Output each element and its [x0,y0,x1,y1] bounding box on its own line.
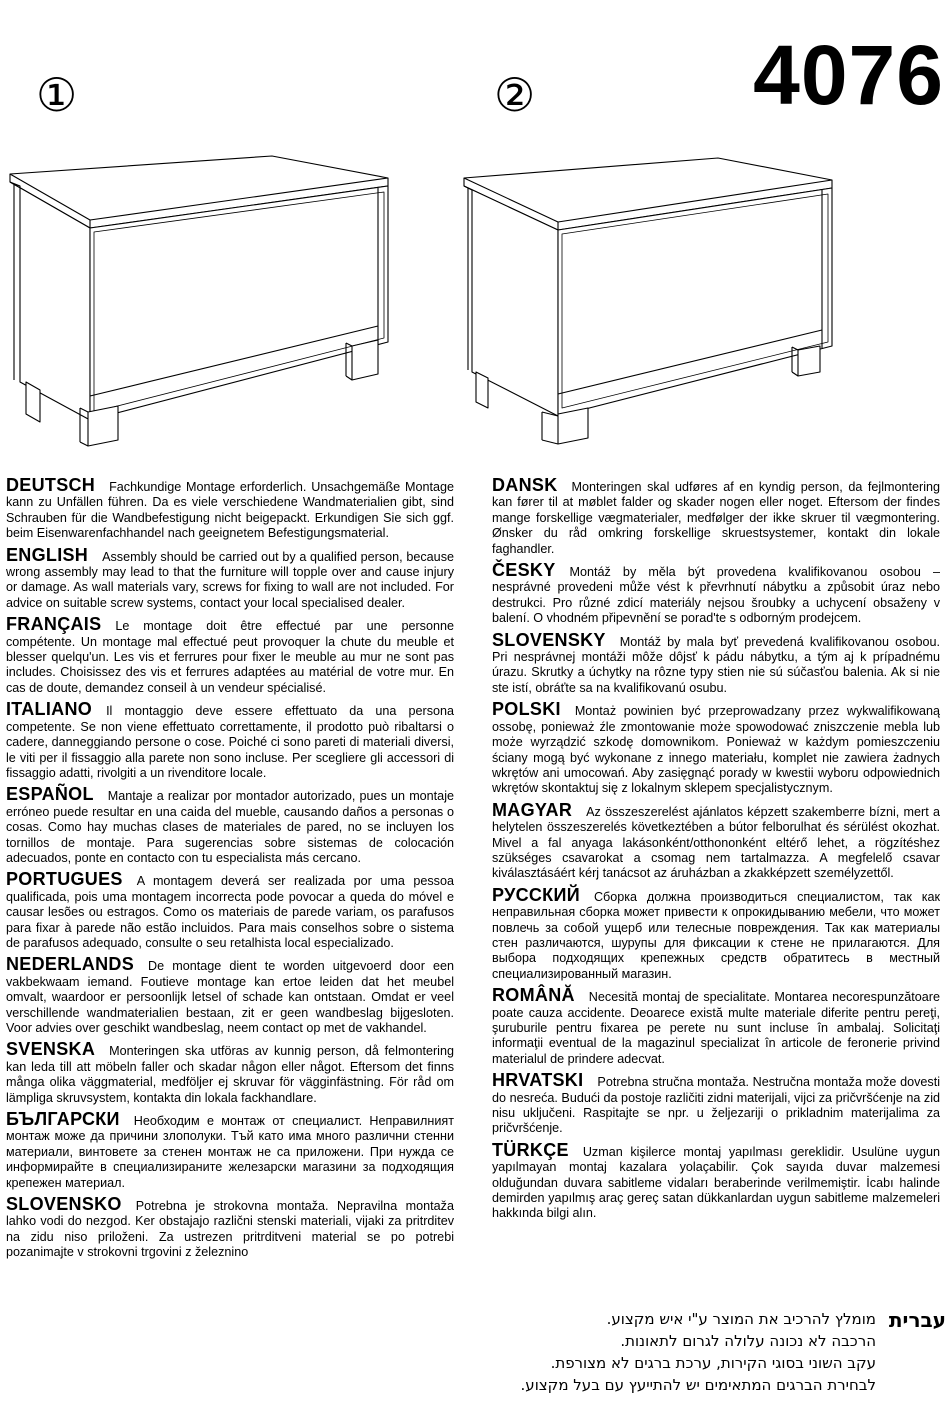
language-text: Montáž by měla být provedena kvalifikovanou osobou – nesprávné provedeni může vést k převrhnutí nábytku a způsobit úraz nebo destrukci. Pro různé zdicí materiály nejsou šroubky a uchycení obsaženy v balení. O vhodném připevnění se porad'te s odborným prodejcem. [492,565,940,626]
language-text: Fachkundige Montage erforderlich. Unsachgemäße Montage kann zu Unfällen führen. Da es viele verschiedene Wandmaterialien gibt, sind Schrauben für die Wandbefestigung nicht beigepackt. Erkundigen Sie sich ggf. beim Eisenwarenfachhandel nach geeignetem Befestigungsmaterial. [6,480,454,541]
language-text: Il montaggio deve essere effettuato da una persona competente. Se non viene effettuato correttamente, il prodotto può ribaltarsi o cadere, danneggiando persone o cose. Poiché ci sono pareti di materiali diversi, le viti per il fissaggio alla parete non sono incluse. Per scegliere gli accessori di fissaggio adatti, rivolgiti a un rivenditore locale. [6,704,454,780]
product-code: 4076 [753,28,944,122]
hebrew-line: מומלץ להרכיב את המוצר ע"י איש מקצוע. [606,1310,876,1328]
language-block [492,985,940,1067]
language-heading: PORTUGUES [6,869,123,890]
language-heading: HRVATSKI [492,1070,584,1091]
language-block [6,1194,454,1261]
language-text: Monteringen skal udføres af en kyndig person, da fejlmontering kan fører til at møblet falder og skader nogen eller noget. Eftersom der findes mange forskellige vægmaterialer, medfølger der ikke skruer til vægmontering. Ønsker du råd omkring forskellige skruestsystemer, kontakt din lokale faghandler. [492,480,940,556]
language-block [492,629,940,697]
language-heading: ESPAÑOL [6,784,94,805]
language-block [492,884,940,982]
language-heading: SLOVENSKY [492,629,606,650]
language-text: Сборка должна производиться специалистом, так как неправильная сборка может привести к опрокидыванию мебели, что может повлечь за собой ущерб или телесные повреждения. Так как материалы стен различаются, шурупы для фиксации к стене не прилагаются. Для выбора подходящих крепежных средств обратитесь в местный специализированный магазин. [492,889,940,981]
language-block [492,799,940,882]
language-block [6,954,454,1036]
language-heading: MAGYAR [492,799,573,820]
language-text: Montáž by mala byť prevedená kvalifikovanou osobou. Pri nesprávnej montáži môže dôjsť k pádu nábytku, a tým aj k prípadnému úrazu. Skrutky a úchytky na rôzne typy stien nie sú súčasťou balenia. Ak si nie ste istí, obráťte sa na kvalifikovanú osubu. [492,634,940,695]
language-text: Montaż powinien być przeprowadzany przez wykwalifikowaną ossobę, ponieważ źle zmontowanie może spowodować zniszczenie mebla lub może wyrządzić szkodę domownikom. Ponieważ w każdym pomieszczeniu ściany mogą być wykonane z innego materiału, komplet nie zawiera żadnych wkrętów ani umocowań. Aby zasięgnąć porady w kwestii wyboru odpowiednich wkrętów skontaktuj się z lokalnym sklepem specjalistycznym. [492,704,940,796]
language-block [6,699,454,781]
left-language-column [6,475,454,1267]
language-heading: ENGLISH [6,544,89,565]
language-text: Potrebna stručna montaža. Nestručna montaža može dovesti do nesreća. Budući da postoje različiti zidni materijali, vijci za pričvršćenje na zid nisu uključeni. Raspitajte se npr. u željezariji o prikladnim materijalima za pričvršćenje. [492,1075,940,1136]
hebrew-line: לבחירת הברגים המתאימים יש להתייעץ עם בעל מקצוע. [520,1376,876,1394]
language-block [6,784,454,866]
language-heading: TÜRKÇE [492,1139,569,1160]
language-block [6,475,454,542]
language-heading: ROMÂNĂ [492,985,575,1006]
language-text: Potrebna je strokovna montaža. Nepravilna montaža lahko vodi do nezgod. Ker obstajajo različni stenski materiali, vijaki za pritrditev na zidu niso priloženi. Za ustrezen pritrditveni material se po potrebi pozanimajte v strokovni trgovini z železnino [6,1199,454,1260]
language-block [6,1039,454,1106]
language-heading: DEUTSCH [6,475,96,495]
language-block [492,475,940,557]
language-block [6,869,454,951]
language-block [492,1139,940,1222]
step-1-number: ① [36,68,78,122]
language-heading: ČESKY [492,560,556,581]
language-heading: РУССКИЙ [492,884,580,905]
hebrew-notice [494,1308,946,1400]
language-block [492,560,940,627]
language-block [6,1109,454,1191]
language-text: Assembly should be carried out by a qualified person, because wrong assembly may lead to that the furniture will topple over and cause injury or damage. As wall materials vary, screws for fixing to wall are not included. For advice on suitable screw systems, contact your local specialised dealer. [6,549,454,610]
language-block [492,699,940,796]
cabinet-metal-legs-illustration [458,150,898,450]
language-text: Necesită montaj de specialitate. Montarea necorespunzătoare poate cauza accidente. Deoarece există multe materiale diferite pentru pereţi, şuruburile pentru fixarea pe perete nu sunt incluse în ambalaj. Solicitaţi informaţii eventual de la magazinul specializat în articole de feronerie privind materialul de prindere adecvat. [492,990,940,1066]
language-heading-hebrew: עברית [888,1308,946,1332]
hebrew-line: עקב השוני בסוגי הקירות, ערכת ברגים לא מצורפת. [550,1354,876,1372]
language-heading: FRANÇAIS [6,614,102,635]
language-heading: POLSKI [492,699,561,720]
language-heading: DANSK [492,475,558,495]
language-text: Az összeszerelést ajánlatos képzett szakemberre bízni, mert a helytelen összeszerelés következtében a bútor felborulhat és sérülést okozhat. Mivel a fal anyaga lakásonként/otthononként eltérő lehet, a rögzítéshez szükséges csavarokat a csomag nem tartalmazza. A megfelelő csavar kiválasztásáért kérj tanácsot az áruházban a zkakképzett személyzettől. [492,804,940,881]
language-text: Необходим е монтаж от специалист. Неправилният монтаж може да причини злополуки. Тъй като има много различни стенни материали, винтовете за стенен монтаж не са приложени. При нужда се информирайте в специализираните железарски магазини за подходящия крепежен материал. [6,1114,454,1190]
language-text: A montagem deverá ser realizada por uma pessoa qualificada, pois uma montagem incorrecta pode povocar a queda do móvel e causar lesões ou estragos. Como os materiais de parede variam, os parafusos para fixar à parede não estão incluidos. Para mais conselhos sobre o sistema de parafusos adequado, consulte o seu retalhista local especializado. [6,874,454,950]
language-text: De montage dient te worden uitgevoerd door een vakbekwaam iemand. Foutieve montage kan ertoe leiden dat het meubel omvalt, waardoor er persoonlijk letsel of schade kan ontstaan. Omdat er veel verschillende wandmaterialien bestaan, zit er geen wandbeslag bijgesloten. Voor advies over geschikt wandbeslag, neem contact op met de vakhandel. [6,959,454,1035]
language-heading: БЪЛГАРСКИ [6,1109,120,1130]
language-heading: ITALIANO [6,699,93,720]
step-2-number: ② [494,68,536,122]
language-block [6,544,454,612]
hebrew-text [496,1308,876,1396]
language-heading: SVENSKA [6,1039,96,1060]
language-heading: NEDERLANDS [6,954,135,975]
right-language-column [492,475,940,1228]
language-heading: SLOVENSKO [6,1194,122,1215]
language-block [492,1070,940,1137]
language-text: Mantaje a realizar por montador autorizado, pues un montaje erróneo puede resultar en una caida del mueble, causando daños a personas o cosas. Como hay muchas clases de materiales de pared, no se incluyen los tornillos de montaje. Para sugerencias sobre sistemas de colocación adecuados, ponte en contacto con tu especialista más cercano. [6,789,454,865]
cabinet-wooden-legs-illustration [0,150,400,450]
language-block [6,614,454,696]
language-text: Monteringen ska utföras av kunnig person, då felmontering kan leda till att möbeln faller och skadar någon eller något. Eftersom det finns många olika väggmaterial, medföljer ej skruvar för vägginfästning. För råd om lämpliga skruvsystem, kontakta din lokala fackhandlare. [6,1044,454,1105]
language-text: Le montage doit être effectué par une personne compétente. Un montage mal effectué peut provoquer la chute du meuble et blesser quelqu'un. Les vis et ferrures pour fixer le meuble au mur ne sont pas includes. Choisissez des vis et ferrures adaptées au matérial de votre mur. En cas de doute, demandez conseil à un vendeur spécialisé. [6,619,454,695]
hebrew-line: הרכבה לא נכונה עלולה לגרום לתאונות. [620,1332,876,1350]
language-text: Uzman kişilerce montaj yapılması gereklidir. Usulüne uygun yapılmayan montaj kazalara yolaçabilir. Çok sayıda duvar malzemesi olduğundan duvara sabitleme vidaları beraberinde verilmemiştir. İcabı halinde demirden yapılmış araç gereç satan dükkanlardan uygun sabitleme malzemeleri hakkında bilgi alın. [492,1144,940,1221]
